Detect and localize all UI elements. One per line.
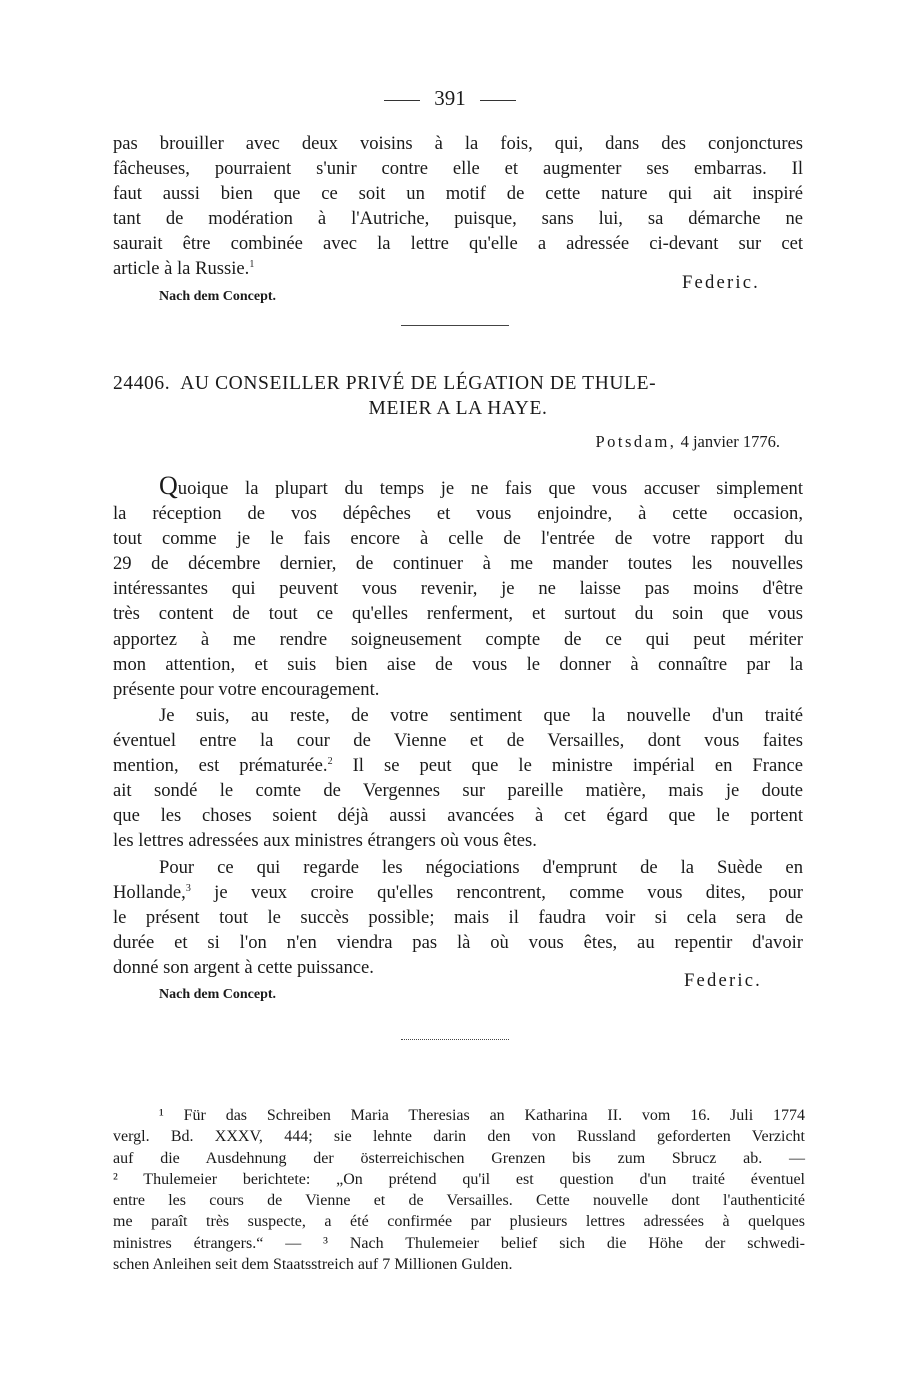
paragraph-line: ait sondé le comte de Vergennes sur pareille matière, mais je doute	[113, 780, 803, 802]
paragraph-line: très content de tout ce qu'elles renferment, et surtout du soin que vous	[113, 603, 803, 625]
section-divider	[401, 325, 509, 326]
intro-line: tant de modération à l'Autriche, puisque, sans lui, sa démarche ne	[113, 208, 803, 230]
footnote-line: ² Thulemeier berichtete: „On prétend qu'il est question d'un traité éventuel	[113, 1170, 805, 1188]
letter-date: 4 janvier 1776.	[680, 432, 780, 451]
paragraph-first-line: Je suis, au reste, de votre sentiment que la nouvelle d'un traité	[159, 705, 803, 726]
letter-signature: Federic.	[684, 970, 763, 991]
paragraph-line: que les choses soient déjà aussi avancées à cet égard que le portent	[113, 805, 803, 827]
letter-number: 24406.	[113, 373, 171, 394]
page-number-text: 391	[434, 86, 466, 110]
paragraph-first-line: Pour ce qui regarde les négociations d'emprunt de la Suède en	[159, 857, 803, 878]
paragraph-line: durée et si l'on n'en viendra pas là où vous êtes, au repentir d'avoir	[113, 932, 803, 954]
letter-heading-line1: AU CONSEILLER PRIVÉ DE LÉGATION DE THULE-	[180, 373, 657, 394]
paragraph-line: 29 de décembre dernier, de continuer à me mander toutes les nouvelles	[113, 553, 803, 575]
footnote-line: ¹ Für das Schreiben Maria Theresias an Katharina II. vom 16. Juli 1774	[159, 1107, 805, 1124]
footnote-marker: 1	[249, 259, 255, 271]
paragraph-line-text: mention, est prématurée.	[113, 755, 328, 777]
intro-paragraph	[113, 131, 803, 282]
paragraph-line-text: Hollande,	[113, 882, 186, 904]
paragraph-line: la réception de vos dépêches et vous enjoindre, à cette occasion,	[113, 503, 803, 525]
paragraph-line: mon attention, et suis bien aise de vous le donner à connaître par la	[113, 653, 803, 675]
letter-heading-line2: MEIER A LA HAYE.	[368, 398, 548, 419]
letter-source-note: Nach dem Concept.	[159, 987, 277, 1002]
intro-signature: Federic.	[682, 272, 761, 293]
paragraph-line: donné son argent à cette puissance.	[113, 957, 374, 979]
drop-initial: Q	[159, 471, 178, 500]
footnote-line: schen Anleihen seit dem Staatsstreich auf 7 Millionen Gulden.	[113, 1256, 513, 1274]
intro-line: saurait être combinée avec la lettre qu'elle a adressée ci-devant sur cet	[113, 233, 803, 255]
paragraph-line	[113, 753, 803, 778]
footnote-line: vergl. Bd. XXXV, 444; sie lehnte darin den von Russland geforderten Verzicht	[113, 1128, 805, 1146]
paragraph-line: présente pour votre encouragement.	[113, 678, 380, 700]
intro-line-text: article à la Russie.	[113, 258, 250, 280]
paragraph-line: intéressantes qui peuvent vous revenir, je ne laisse pas moins d'être	[113, 578, 803, 600]
paragraph-line-text: je veux croire qu'elles rencontrent, comme vous dites, pour	[190, 882, 803, 904]
page-number	[0, 86, 900, 111]
paragraph-line-text: uoique la plupart du temps je ne fais que vous accuser simplement	[177, 478, 803, 499]
paragraph-line: le présent tout le succès possible; mais il faudra voir si cela sera de	[113, 907, 803, 929]
letter-place: Potsdam,	[595, 432, 677, 451]
paragraph-line: tout comme je le fais encore à celle de l'entrée de votre rapport du	[113, 528, 803, 550]
intro-source-note: Nach dem Concept.	[159, 289, 277, 304]
paragraph-line: apportez à me rendre soigneusement compte de ce qui peut mériter	[113, 628, 803, 650]
footnote-marker: 2	[327, 756, 333, 767]
letter-dateline	[595, 432, 780, 452]
intro-line: pas brouiller avec deux voisins à la fois, qui, dans des conjonctures	[113, 133, 803, 154]
letter-heading	[113, 371, 803, 421]
paragraph-line: éventuel entre la cour de Vienne et de Versailles, dont vous faites	[113, 730, 803, 752]
letter-paragraph-3	[113, 855, 803, 980]
letter-paragraph-2	[113, 703, 803, 854]
page-number-dash-right	[480, 100, 516, 101]
footnotes	[113, 1105, 805, 1275]
page-number-dash-left	[384, 100, 420, 101]
section-divider	[401, 1039, 509, 1040]
paragraph-line-text: Il se peut que le ministre impérial en France	[332, 755, 803, 777]
paragraph-first-line	[113, 471, 803, 501]
footnote-line: entre les cours de Vienne et de Versailles. Cette nouvelle dont l'authenticité	[113, 1192, 805, 1210]
intro-line: fâcheuses, pourraient s'unir contre elle et augmenter ses embarras. Il	[113, 158, 803, 180]
paragraph-line: les lettres adressées aux ministres étrangers où vous êtes.	[113, 830, 537, 852]
paragraph-line	[113, 880, 803, 905]
footnote-line: me paraît très suspecte, a été confirmée par plusieurs lettres adressées à quelques	[113, 1213, 805, 1231]
letter-paragraph-1	[113, 471, 803, 702]
intro-line: faut aussi bien que ce soit un motif de cette nature qui ait inspiré	[113, 183, 803, 205]
footnote-line: ministres étrangers.“ — ³ Nach Thulemeier belief sich die Höhe der schwedi-	[113, 1234, 805, 1252]
footnote-marker: 3	[185, 882, 191, 894]
footnote-line: auf die Ausdehnung der österreichischen Grenzen bis zum Sbrucz ab. —	[113, 1149, 805, 1167]
